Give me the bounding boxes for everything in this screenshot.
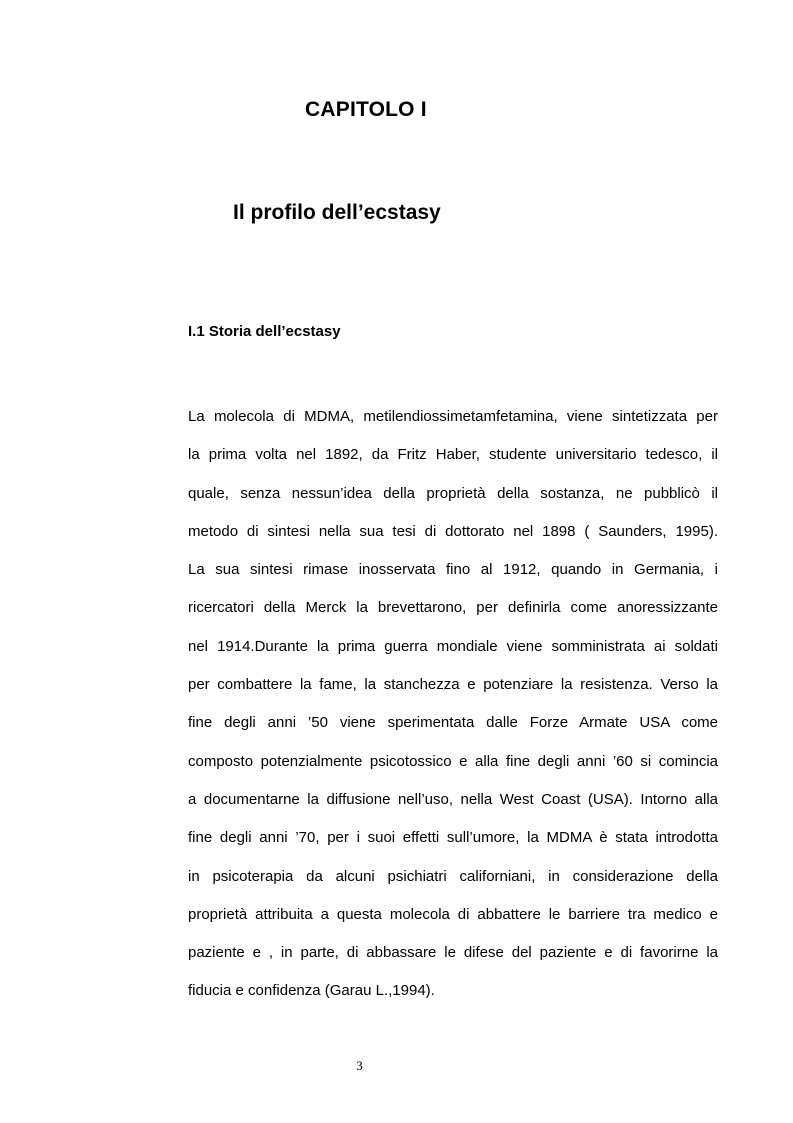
paragraph-line: quale, senza nessun’idea della proprietà della sostanza, ne pubblicò il (188, 484, 718, 502)
paragraph-line: ricercatori della Merck la brevettarono, per definirla come anoressizzante (188, 599, 718, 617)
paragraph-line: proprietà attribuita a questa molecola di abbattere le barriere tra medico e (188, 905, 718, 923)
paragraph-line: composto potenzialmente psicotossico e alla fine degli anni ’60 si comincia (188, 752, 718, 770)
paragraph-line: a documentarne la diffusione nell’uso, nella West Coast (USA). Intorno alla (188, 790, 718, 808)
paragraph-line: La molecola di MDMA, metilendiossimetamfetamina, viene sintetizzata per (188, 408, 718, 425)
paragraph-line: la prima volta nel 1892, da Fritz Haber, studente universitario tedesco, il (188, 446, 718, 464)
page-number: 3 (356, 1058, 363, 1073)
paragraph-line: per combattere la fame, la stanchezza e potenziare la resistenza. Verso la (188, 676, 718, 694)
paragraph-line: fine degli anni ’50 viene sperimentata dalle Forze Armate USA come (188, 714, 718, 732)
chapter-title: Il profilo dell’ecstasy (233, 201, 441, 224)
paragraph-line: La sua sintesi rimase inosservata fino al 1912, quando in Germania, i (188, 561, 718, 579)
paragraph-line: in psicoterapia da alcuni psichiatri californiani, in considerazione della (188, 867, 718, 885)
body-paragraph (188, 398, 718, 1011)
section-heading: I.1 Storia dell’ecstasy (188, 323, 341, 340)
paragraph-line: paziente e , in parte, di abbassare le difese del paziente e di favorirne la (188, 944, 718, 962)
paragraph-line: fiducia e confidenza (Garau L.,1994). (188, 982, 435, 1000)
paragraph-line: fine degli anni ’70, per i suoi effetti sull’umore, la MDMA è stata introdotta (188, 829, 718, 847)
paragraph-line: nel 1914.Durante la prima guerra mondiale viene somministrata ai soldati (188, 637, 718, 655)
paragraph-line: metodo di sintesi nella sua tesi di dottorato nel 1898 ( Saunders, 1995). (188, 522, 718, 540)
chapter-heading: CAPITOLO I (305, 98, 427, 121)
